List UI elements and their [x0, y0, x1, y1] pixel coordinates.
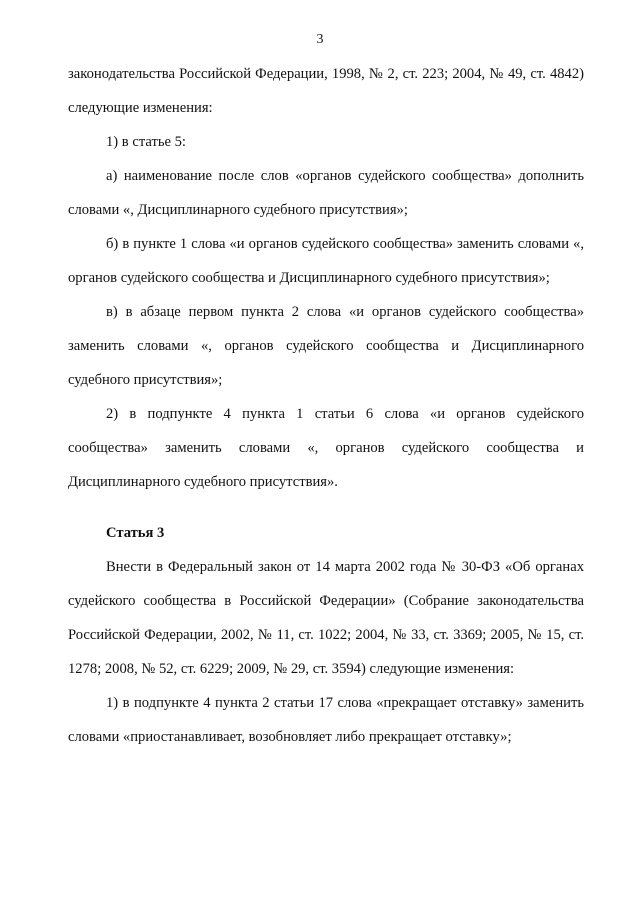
page-number: 3 — [316, 32, 324, 47]
paragraph-article-3-intro: Внести в Федеральный закон от 14 марта 2002 года № 30-ФЗ «Об органах судейского сообщества в Российской Федерации» (Собрание законодательства Российской Федерации, 2002, № 11, ст. 1022; 2004, № 33, ст. 3369; 2005, № 15, ст. 1278; 2008, № 52, ст. 6229; 2009, № 29, ст. 3594) следующие изменения: — [68, 559, 584, 677]
paragraph-continuation: законодательства Российской Федерации, 1998, № 2, ст. 223; 2004, № 49, ст. 4842) следующие изменения: — [68, 66, 584, 116]
paragraph-item-1b: б) в пункте 1 слова «и органов судейского сообщества» заменить словами «, органов судейского сообщества и Дисциплинарного судебного присутствия»; — [68, 236, 584, 286]
article-heading: Статья 3 — [106, 525, 165, 541]
paragraph-item-1: 1) в статье 5: — [106, 134, 186, 150]
paragraph-item-2: 2) в подпункте 4 пункта 1 статьи 6 слова «и органов судейского сообщества» заменить словами «, органов судейского сообщества и Дисциплинарного судебного присутствия». — [68, 406, 584, 490]
paragraph-item-1v: в) в абзаце первом пункта 2 слова «и органов судейского сообщества» заменить словами «, органов судейского сообщества и Дисциплинарного судебного присутствия»; — [68, 304, 584, 388]
paragraph-article-3-item-1: 1) в подпункте 4 пункта 2 статьи 17 слова «прекращает отставку» заменить словами «приостанавливает, возобновляет либо прекращает отставку»; — [68, 695, 584, 745]
document-body — [68, 57, 584, 754]
paragraph-item-1a: а) наименование после слов «органов судейского сообщества» дополнить словами «, Дисциплинарного судебного присутствия»; — [68, 168, 584, 218]
